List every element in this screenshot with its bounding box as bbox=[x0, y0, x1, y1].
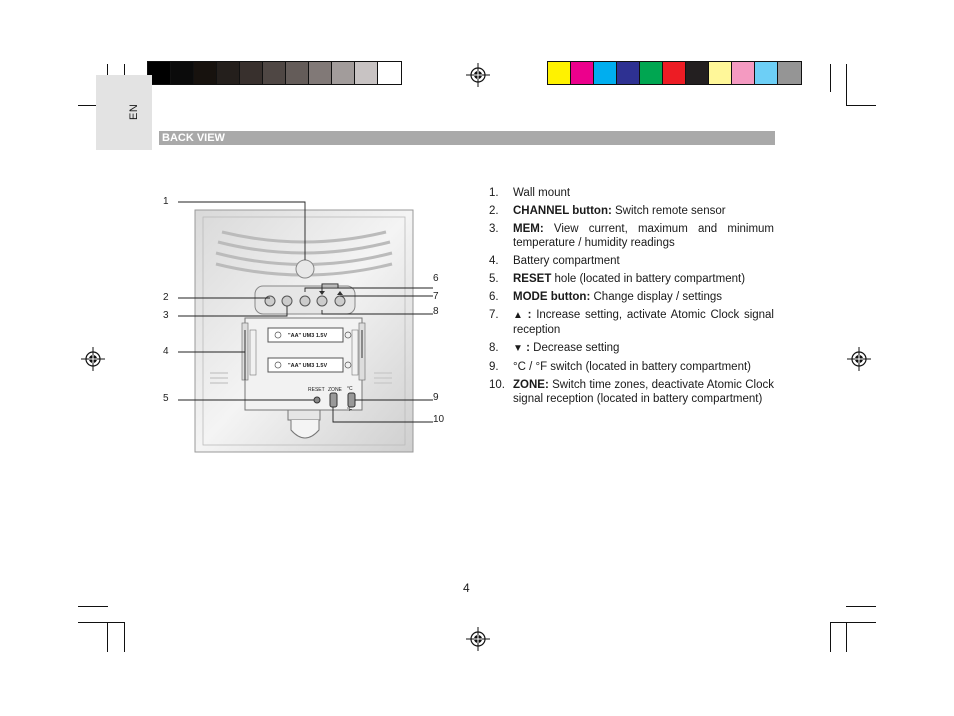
crop-mark bbox=[107, 622, 108, 652]
reset-hole bbox=[314, 397, 320, 403]
item-number: 6. bbox=[489, 291, 499, 303]
item-text: Increase setting, activate Atomic Clock signal reception bbox=[513, 309, 774, 336]
color-swatch bbox=[617, 62, 640, 84]
mem-button bbox=[282, 296, 292, 306]
item-label: : bbox=[527, 309, 532, 321]
list-item bbox=[489, 360, 774, 374]
registration-mark-icon bbox=[81, 347, 105, 371]
item-number: 5. bbox=[489, 273, 499, 285]
item-text: Change display / settings bbox=[590, 291, 722, 303]
page-number: 4 bbox=[463, 581, 470, 595]
registration-mark-icon bbox=[847, 347, 871, 371]
color-swatch bbox=[217, 62, 240, 84]
language-tab bbox=[96, 75, 152, 150]
crop-mark bbox=[846, 105, 876, 106]
color-swatch bbox=[263, 62, 286, 84]
registration-mark-icon bbox=[466, 627, 490, 651]
item-text: View current, maximum and minimum temperature / humidity readings bbox=[513, 223, 774, 249]
language-label: EN bbox=[128, 103, 140, 120]
item-text: Wall mount bbox=[513, 187, 571, 199]
item-label: MEM: bbox=[513, 223, 544, 235]
item-text: °C / °F switch (located in battery compartment) bbox=[513, 361, 751, 373]
reset-label: RESET bbox=[308, 387, 325, 393]
crop-mark bbox=[830, 622, 876, 623]
color-swatch bbox=[778, 62, 801, 84]
section-header-bar bbox=[159, 131, 775, 145]
color-swatch bbox=[171, 62, 194, 84]
color-swatch bbox=[571, 62, 594, 84]
list-item bbox=[489, 341, 774, 356]
battery-label-2: "AA" UM3 1.5V bbox=[288, 363, 328, 369]
callout-5: 5 bbox=[163, 393, 169, 404]
list-item bbox=[489, 222, 774, 250]
crop-mark bbox=[830, 64, 831, 92]
color-swatch bbox=[663, 62, 686, 84]
callout-1: 1 bbox=[163, 196, 169, 207]
callout-2: 2 bbox=[163, 292, 169, 303]
cf-switch bbox=[348, 393, 355, 407]
down-triangle-icon: ▼ bbox=[513, 343, 523, 354]
channel-button bbox=[265, 296, 275, 306]
item-label: CHANNEL button: bbox=[513, 205, 612, 217]
device-back-view-illustration bbox=[150, 190, 460, 460]
down-button bbox=[335, 296, 345, 306]
crop-mark bbox=[846, 606, 876, 607]
list-item bbox=[489, 308, 774, 337]
crop-mark bbox=[78, 622, 124, 623]
zone-label: ZONE bbox=[328, 387, 342, 393]
item-label: MODE button: bbox=[513, 291, 591, 303]
list-item bbox=[489, 186, 774, 200]
zone-switch bbox=[330, 393, 337, 407]
crop-mark bbox=[124, 622, 125, 652]
color-swatch bbox=[332, 62, 355, 84]
color-swatch bbox=[355, 62, 378, 84]
color-swatch bbox=[594, 62, 617, 84]
color-swatch-bar bbox=[547, 61, 802, 85]
color-swatch bbox=[194, 62, 217, 84]
callout-7: 7 bbox=[433, 291, 439, 302]
item-number: 4. bbox=[489, 255, 499, 267]
item-text: Battery compartment bbox=[513, 255, 620, 267]
color-swatch bbox=[686, 62, 709, 84]
callout-10: 10 bbox=[433, 414, 445, 425]
item-number: 9. bbox=[489, 361, 499, 373]
color-swatch bbox=[732, 62, 755, 84]
item-text: Switch remote sensor bbox=[611, 205, 726, 217]
crop-mark bbox=[846, 64, 847, 106]
list-item bbox=[489, 290, 774, 304]
mode-button bbox=[300, 296, 310, 306]
callout-3: 3 bbox=[163, 310, 169, 321]
callout-6: 6 bbox=[433, 273, 439, 284]
item-label: RESET bbox=[513, 273, 552, 285]
section-title: BACK VIEW bbox=[162, 132, 225, 144]
registration-mark-icon bbox=[466, 63, 490, 87]
feature-list bbox=[489, 186, 774, 410]
list-item bbox=[489, 254, 774, 268]
item-number: 7. bbox=[489, 309, 499, 321]
item-text: Decrease setting bbox=[529, 342, 620, 354]
color-swatch bbox=[309, 62, 332, 84]
item-text: hole (located in battery compartment) bbox=[551, 273, 746, 285]
list-item bbox=[489, 204, 774, 218]
item-number: 1. bbox=[489, 187, 499, 199]
color-swatch bbox=[755, 62, 778, 84]
color-swatch bbox=[548, 62, 571, 84]
crop-mark bbox=[830, 622, 831, 652]
grayscale-swatch-bar bbox=[147, 61, 402, 85]
color-swatch bbox=[640, 62, 663, 84]
list-item bbox=[489, 272, 774, 286]
callout-4: 4 bbox=[163, 346, 169, 357]
celsius-label: °C bbox=[347, 386, 353, 392]
callout-8: 8 bbox=[433, 306, 439, 317]
list-item bbox=[489, 378, 774, 406]
crop-mark bbox=[78, 606, 108, 607]
color-swatch bbox=[709, 62, 732, 84]
up-button bbox=[317, 296, 327, 306]
item-label: : bbox=[526, 342, 530, 354]
fahrenheit-label: °F bbox=[347, 407, 353, 413]
item-label: ZONE: bbox=[513, 379, 549, 391]
item-text: Switch time zones, deactivate Atomic Clock signal reception (located in battery compartment) bbox=[513, 379, 774, 405]
callout-9: 9 bbox=[433, 392, 439, 403]
color-swatch bbox=[378, 62, 401, 84]
color-swatch bbox=[286, 62, 309, 84]
item-number: 3. bbox=[489, 223, 499, 235]
item-number: 8. bbox=[489, 342, 499, 354]
color-swatch bbox=[240, 62, 263, 84]
item-number: 2. bbox=[489, 205, 499, 217]
crop-mark bbox=[846, 622, 847, 652]
item-number: 10. bbox=[489, 379, 505, 391]
battery-label-1: "AA" UM3 1.5V bbox=[288, 333, 328, 339]
up-triangle-icon: ▲ bbox=[513, 310, 523, 321]
wall-mount bbox=[296, 260, 314, 278]
